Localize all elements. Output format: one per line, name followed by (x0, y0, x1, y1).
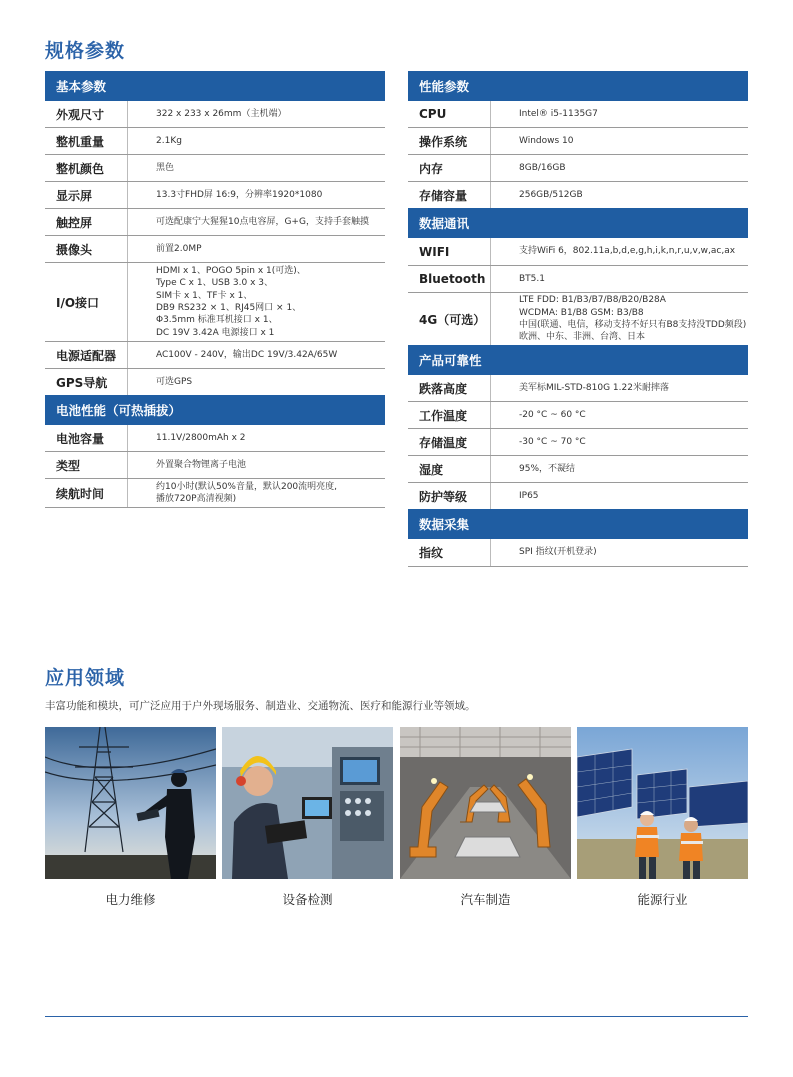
row-key: 显示屏 (45, 182, 128, 208)
caption-equipment: 设备检测 (282, 892, 333, 907)
table-row (408, 539, 748, 567)
caption-power: 电力维修 (105, 892, 156, 907)
row-value: 322 x 233 x 26mm（主机端） (156, 108, 287, 119)
section-header-data: 数据采集 (408, 509, 748, 539)
row-key: Bluetooth (408, 266, 491, 292)
spec-column-left (45, 71, 385, 508)
row-key: 操作系统 (408, 128, 491, 154)
row-key: 续航时间 (45, 479, 128, 507)
section-header-comm: 数据通讯 (408, 208, 748, 238)
row-value: BT5.1 (519, 273, 545, 284)
table-row (45, 452, 385, 479)
table-row (45, 101, 385, 128)
row-key: 内存 (408, 155, 491, 181)
table-row (408, 182, 748, 208)
row-key: 外观尺寸 (45, 101, 128, 127)
section-header-performance: 性能参数 (408, 71, 748, 101)
row-key: 湿度 (408, 456, 491, 482)
row-key: 触控屏 (45, 209, 128, 235)
table-row (408, 155, 748, 182)
row-key: 跌落高度 (408, 375, 491, 401)
table-row (408, 293, 748, 345)
row-value: -20 °C ~ 60 °C (519, 409, 586, 420)
table-row (408, 266, 748, 293)
row-key: 整机重量 (45, 128, 128, 154)
row-key: 存储温度 (408, 429, 491, 455)
caption-automotive: 汽车制造 (460, 892, 511, 907)
app-intro: 丰富功能和模块，可广泛应用于户外现场服务、制造业、交通物流、医疗和能源行业等领域。 (45, 700, 476, 712)
row-key: WIFI (408, 238, 491, 265)
table-row (45, 182, 385, 209)
row-value: 8GB/16GB (519, 162, 566, 173)
row-value: 支持WiFi 6，802.11a,b,d,e,g,h,i,k,n,r,u,v,w,ac,ax (519, 246, 736, 257)
table-row (45, 369, 385, 395)
row-key: 4G（可选） (408, 293, 491, 345)
table-row (408, 375, 748, 402)
table-row (45, 263, 385, 342)
car-factory-robots-photo (400, 727, 571, 879)
row-key: 指纹 (408, 539, 491, 566)
row-key: 摄像头 (45, 236, 128, 262)
table-row (408, 429, 748, 456)
row-value: 可选配康宁大猩猩10点电容屏，G+G，支持手套触摸 (156, 216, 369, 227)
row-value: 2.1Kg (156, 135, 182, 146)
row-value: LTE FDD: B1/B3/B7/B8/B20/B28A WCDMA: B1/B8 GSM: B3/B8 中国(联通、电信，移动支持不好只有B8支持没TDD频段) 欧洲、中东、非洲、台湾、日本 (519, 295, 747, 343)
row-key: 工作温度 (408, 402, 491, 428)
solar-panel-workers-photo (577, 727, 748, 879)
table-row (45, 425, 385, 452)
equipment-inspection-photo (222, 727, 393, 879)
row-key: 电池容量 (45, 425, 128, 451)
table-row (408, 128, 748, 155)
row-value: IP65 (519, 490, 539, 501)
row-value: 13.3寸FHD屏 16:9，分辨率1920*1080 (156, 189, 323, 200)
table-row (408, 456, 748, 483)
row-key: GPS导航 (45, 369, 128, 395)
row-value: 约10小时(默认50%音量，默认200流明亮度, 播放720P高清视频) (156, 481, 338, 504)
row-key: CPU (408, 101, 491, 127)
row-value: AC100V - 240V，输出DC 19V/3.42A/65W (156, 349, 338, 360)
row-value: 前置2.0MP (156, 243, 202, 254)
app-gallery (45, 727, 748, 887)
row-value: 95%，不凝结 (519, 463, 576, 474)
row-value: 256GB/512GB (519, 189, 583, 200)
row-value: 美军标MIL-STD-810G 1.22米耐摔落 (519, 382, 669, 393)
table-row (408, 402, 748, 429)
row-value: 11.1V/2800mAh x 2 (156, 432, 246, 443)
table-row (45, 209, 385, 236)
row-value: 黑色 (156, 162, 175, 173)
row-key: 电源适配器 (45, 342, 128, 368)
power-line-worker-photo (45, 727, 216, 879)
section-header-basic: 基本参数 (45, 71, 385, 101)
row-key: 存储容量 (408, 182, 491, 208)
footer-divider (45, 1016, 748, 1017)
row-key: I/O接口 (45, 263, 128, 341)
row-key: 整机颜色 (45, 155, 128, 181)
section-header-reliability: 产品可靠性 (408, 345, 748, 375)
table-row (408, 483, 748, 509)
table-row (45, 155, 385, 182)
table-row (45, 128, 385, 155)
section-header-battery: 电池性能（可热插拔） (45, 395, 385, 425)
row-value: HDMI x 1、POGO 5pin x 1(可选)、 Type C x 1、USB 3.0 x 3、 SIM卡 x 1、TF卡 x 1、 DB9 RS232 × 1、RJ45网口 × 1、 Φ3.5mm 标准耳机接口 x 1、 DC 19V 3.42A 电源接口 x 1 (156, 266, 306, 338)
table-row (45, 342, 385, 369)
row-value: 可选GPS (156, 376, 193, 387)
table-row (408, 101, 748, 128)
spec-title: 规格参数 (45, 40, 126, 62)
row-value: Intel® i5-1135G7 (519, 108, 598, 119)
row-value: SPI 指纹(开机登录) (519, 547, 597, 558)
table-row (45, 236, 385, 263)
row-key: 类型 (45, 452, 128, 478)
table-row (45, 479, 385, 508)
row-key: 防护等级 (408, 483, 491, 509)
spec-column-right (408, 71, 748, 567)
row-value: -30 °C ~ 70 °C (519, 436, 586, 447)
caption-energy: 能源行业 (637, 892, 688, 907)
row-value: Windows 10 (519, 135, 574, 146)
row-value: 外置聚合物锂离子电池 (156, 459, 247, 470)
app-title: 应用领域 (45, 667, 126, 689)
table-row (408, 238, 748, 266)
